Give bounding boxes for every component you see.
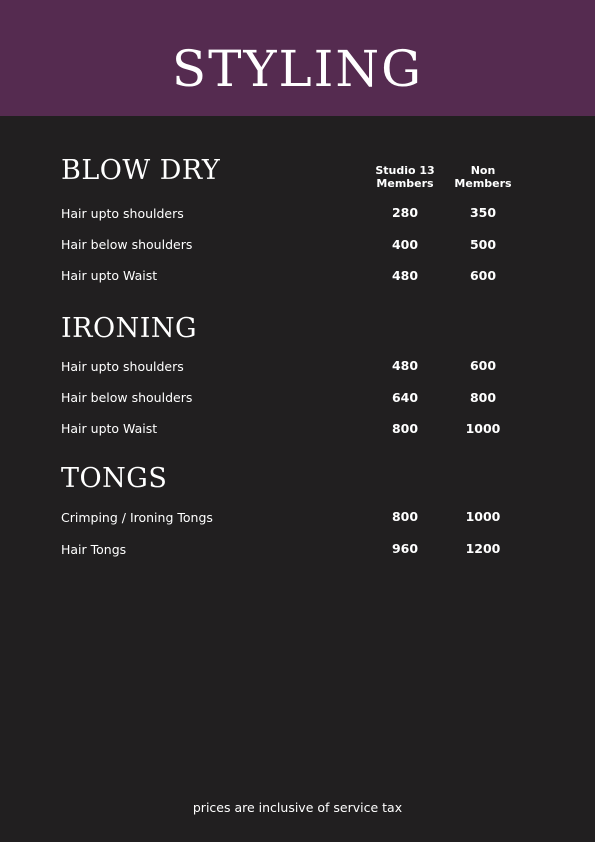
page-title: STYLING (171, 40, 424, 98)
member-price: 800 (391, 421, 419, 436)
section-title-tongs: TONGS (61, 463, 168, 494)
non-members-column-header-line1: Non (470, 164, 496, 177)
non-member-price: 1000 (465, 509, 501, 524)
non-member-price: 350 (469, 205, 497, 220)
item-label: Crimping / Ironing Tongs (61, 510, 213, 525)
item-label: Hair upto Waist (61, 421, 158, 436)
members-column-header-line1: Studio 13 (375, 164, 435, 177)
non-member-price: 800 (469, 390, 497, 405)
members-column-header-line2: Members (376, 177, 434, 190)
members-column-header (370, 164, 440, 190)
non-member-price: 1000 (465, 421, 501, 436)
non-member-price: 1200 (465, 541, 501, 556)
non-member-price: 600 (469, 268, 497, 283)
item-label: Hair Tongs (61, 542, 127, 557)
item-label: Hair below shoulders (61, 237, 193, 252)
item-label: Hair upto shoulders (61, 359, 184, 374)
item-label: Hair upto Waist (61, 268, 158, 283)
member-price: 480 (391, 358, 419, 373)
member-price: 640 (391, 390, 419, 405)
member-price: 800 (391, 509, 419, 524)
non-member-price: 500 (469, 237, 497, 252)
section-title-ironing: IRONING (61, 313, 198, 344)
member-price: 480 (391, 268, 419, 283)
non-members-column-header-line2: Members (454, 177, 512, 190)
member-price: 960 (391, 541, 419, 556)
non-member-price: 600 (469, 358, 497, 373)
item-label: Hair below shoulders (61, 390, 193, 405)
non-members-column-header (448, 164, 518, 190)
member-price: 400 (391, 237, 419, 252)
member-price: 280 (391, 205, 419, 220)
section-title-blow-dry: BLOW DRY (61, 155, 221, 186)
item-label: Hair upto shoulders (61, 206, 184, 221)
footer-note: prices are inclusive of service tax (192, 800, 403, 815)
